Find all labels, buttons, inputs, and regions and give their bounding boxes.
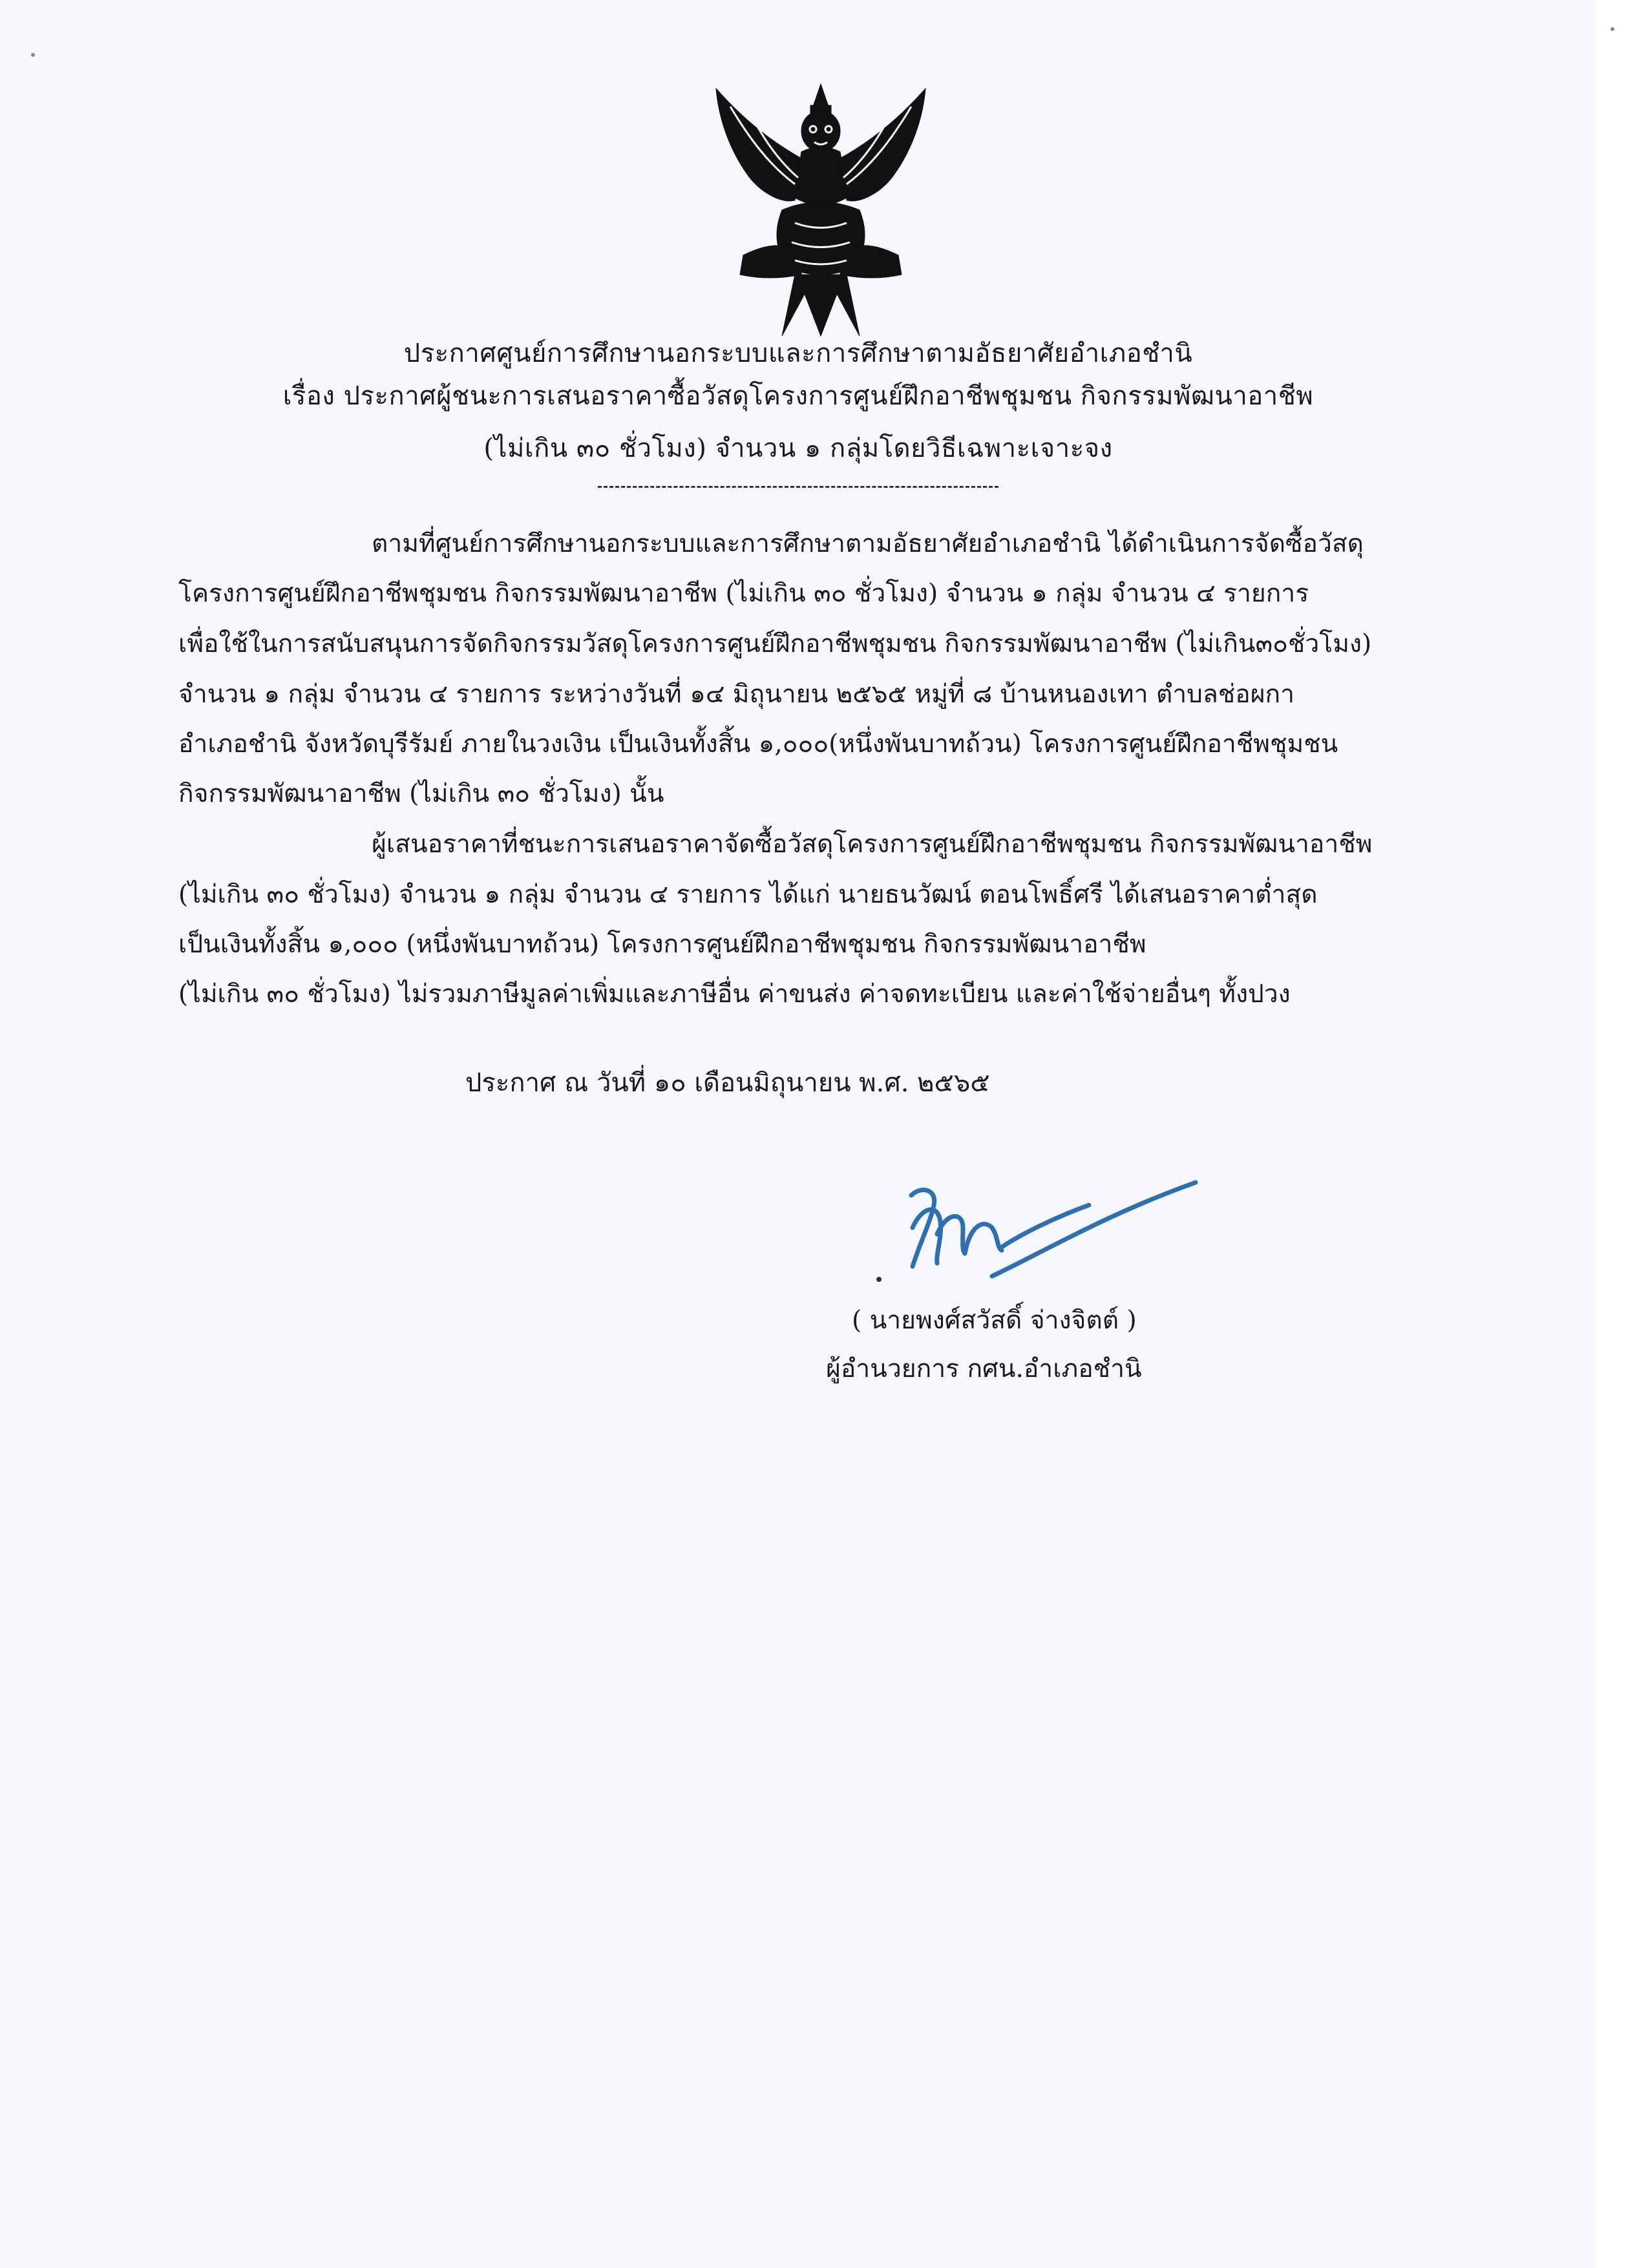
garuda-emblem-icon [704, 81, 937, 339]
signatory-name: ( นายพงศ์สวัสดิ์ จ่างจิตต์ ) [852, 1306, 1137, 1335]
paragraph-1-line: ตามที่ศูนย์การศึกษานอกระบบและการศึกษาตามอัธยาศัยอำเภอชำนิ ได้ดำเนินการจัดซื้อวัสดุ [372, 529, 1364, 558]
paragraph-2-line: เป็นเงินทั้งสิ้น ๑,๐๐๐ (หนึ่งพันบาทถ้วน) โครงการศูนย์ฝึกอาชีพชุมชน กิจกรรมพัฒนาอาชีพ [178, 930, 1146, 959]
paragraph-2-line: (ไม่เกิน ๓๐ ชั่วโมง) จำนวน ๑ กลุ่ม จำนวน ๔ รายการ ได้แก่ นายธนวัฒน์ ตอนโพธิ์ศรี ได้เสนอราคาต่ำสุด [178, 880, 1318, 909]
paragraph-1-line: จำนวน ๑ กลุ่ม จำนวน ๔ รายการ ระหว่างวันที่ ๑๔ มิถุนายน ๒๕๖๕ หมู่ที่ ๘ บ้านหนองเทา ตำบลช่อผกา [178, 680, 1295, 709]
paragraph-1-line: กิจกรรมพัฒนาอาชีพ (ไม่เกิน ๓๐ ชั่วโมง) นั้น [178, 779, 664, 808]
issuer-heading: ประกาศศูนย์การศึกษานอกระบบและการศึกษาตามอัธยาศัยอำเภอชำนิ [403, 339, 1193, 368]
scan-margin [1596, 0, 1648, 2268]
handwritten-signature [860, 1157, 1209, 1286]
paragraph-1-line: โครงการศูนย์ฝึกอาชีพชุมชน กิจกรรมพัฒนาอาชีพ (ไม่เกิน ๓๐ ชั่วโมง) จำนวน ๑ กลุ่ม จำนวน ๔ รายการ [178, 579, 1309, 608]
scan-speck [1611, 27, 1614, 31]
paragraph-2-line: ผู้เสนอราคาที่ชนะการเสนอราคาจัดซื้อวัสดุโครงการศูนย์ฝึกอาชีพชุมชน กิจกรรมพัฒนาอาชีพ [372, 830, 1373, 859]
subject-heading: เรื่อง ประกาศผู้ชนะการเสนอราคาซื้อวัสดุโครงการศูนย์ฝึกอาชีพชุมชน กิจกรรมพัฒนาอาชีพ [282, 381, 1314, 411]
divider-text [598, 479, 998, 492]
signatory-title: ผู้อำนวยการ กศน.อำเภอชำนิ [826, 1354, 1142, 1383]
announcement-date: ประกาศ ณ วันที่ ๑๐ เดือนมิถุนายน พ.ศ. ๒๕๖๕ [465, 1068, 990, 1098]
subject-heading-continued: (ไม่เกิน ๓๐ ชั่วโมง) จำนวน ๑ กลุ่มโดยวิธีเฉพาะเจาะจง [483, 434, 1113, 463]
scan-speck [31, 53, 35, 57]
paragraph-2-line: (ไม่เกิน ๓๐ ชั่วโมง) ไม่รวมภาษีมูลค่าเพิ่มและภาษีอื่น ค่าขนส่ง ค่าจดทะเบียน และค่าใช้จ่ายอื่นๆ ทั้งปวง [178, 980, 1291, 1009]
paragraph-1-line: อำเภอชำนิ จังหวัดบุรีรัมย์ ภายในวงเงิน เป็นเงินทั้งสิ้น ๑,๐๐๐(หนึ่งพันบาทถ้วน) โครงการศูนย์ฝึกอาชีพชุมชน [178, 730, 1338, 759]
paragraph-1-line: เพื่อใช้ในการสนับสนุนการจัดกิจกรรมวัสดุโครงการศูนย์ฝึกอาชีพชุมชน กิจกรรมพัฒนาอาชีพ (ไม่เกิน๓๐ชั่วโมง) [178, 629, 1372, 658]
